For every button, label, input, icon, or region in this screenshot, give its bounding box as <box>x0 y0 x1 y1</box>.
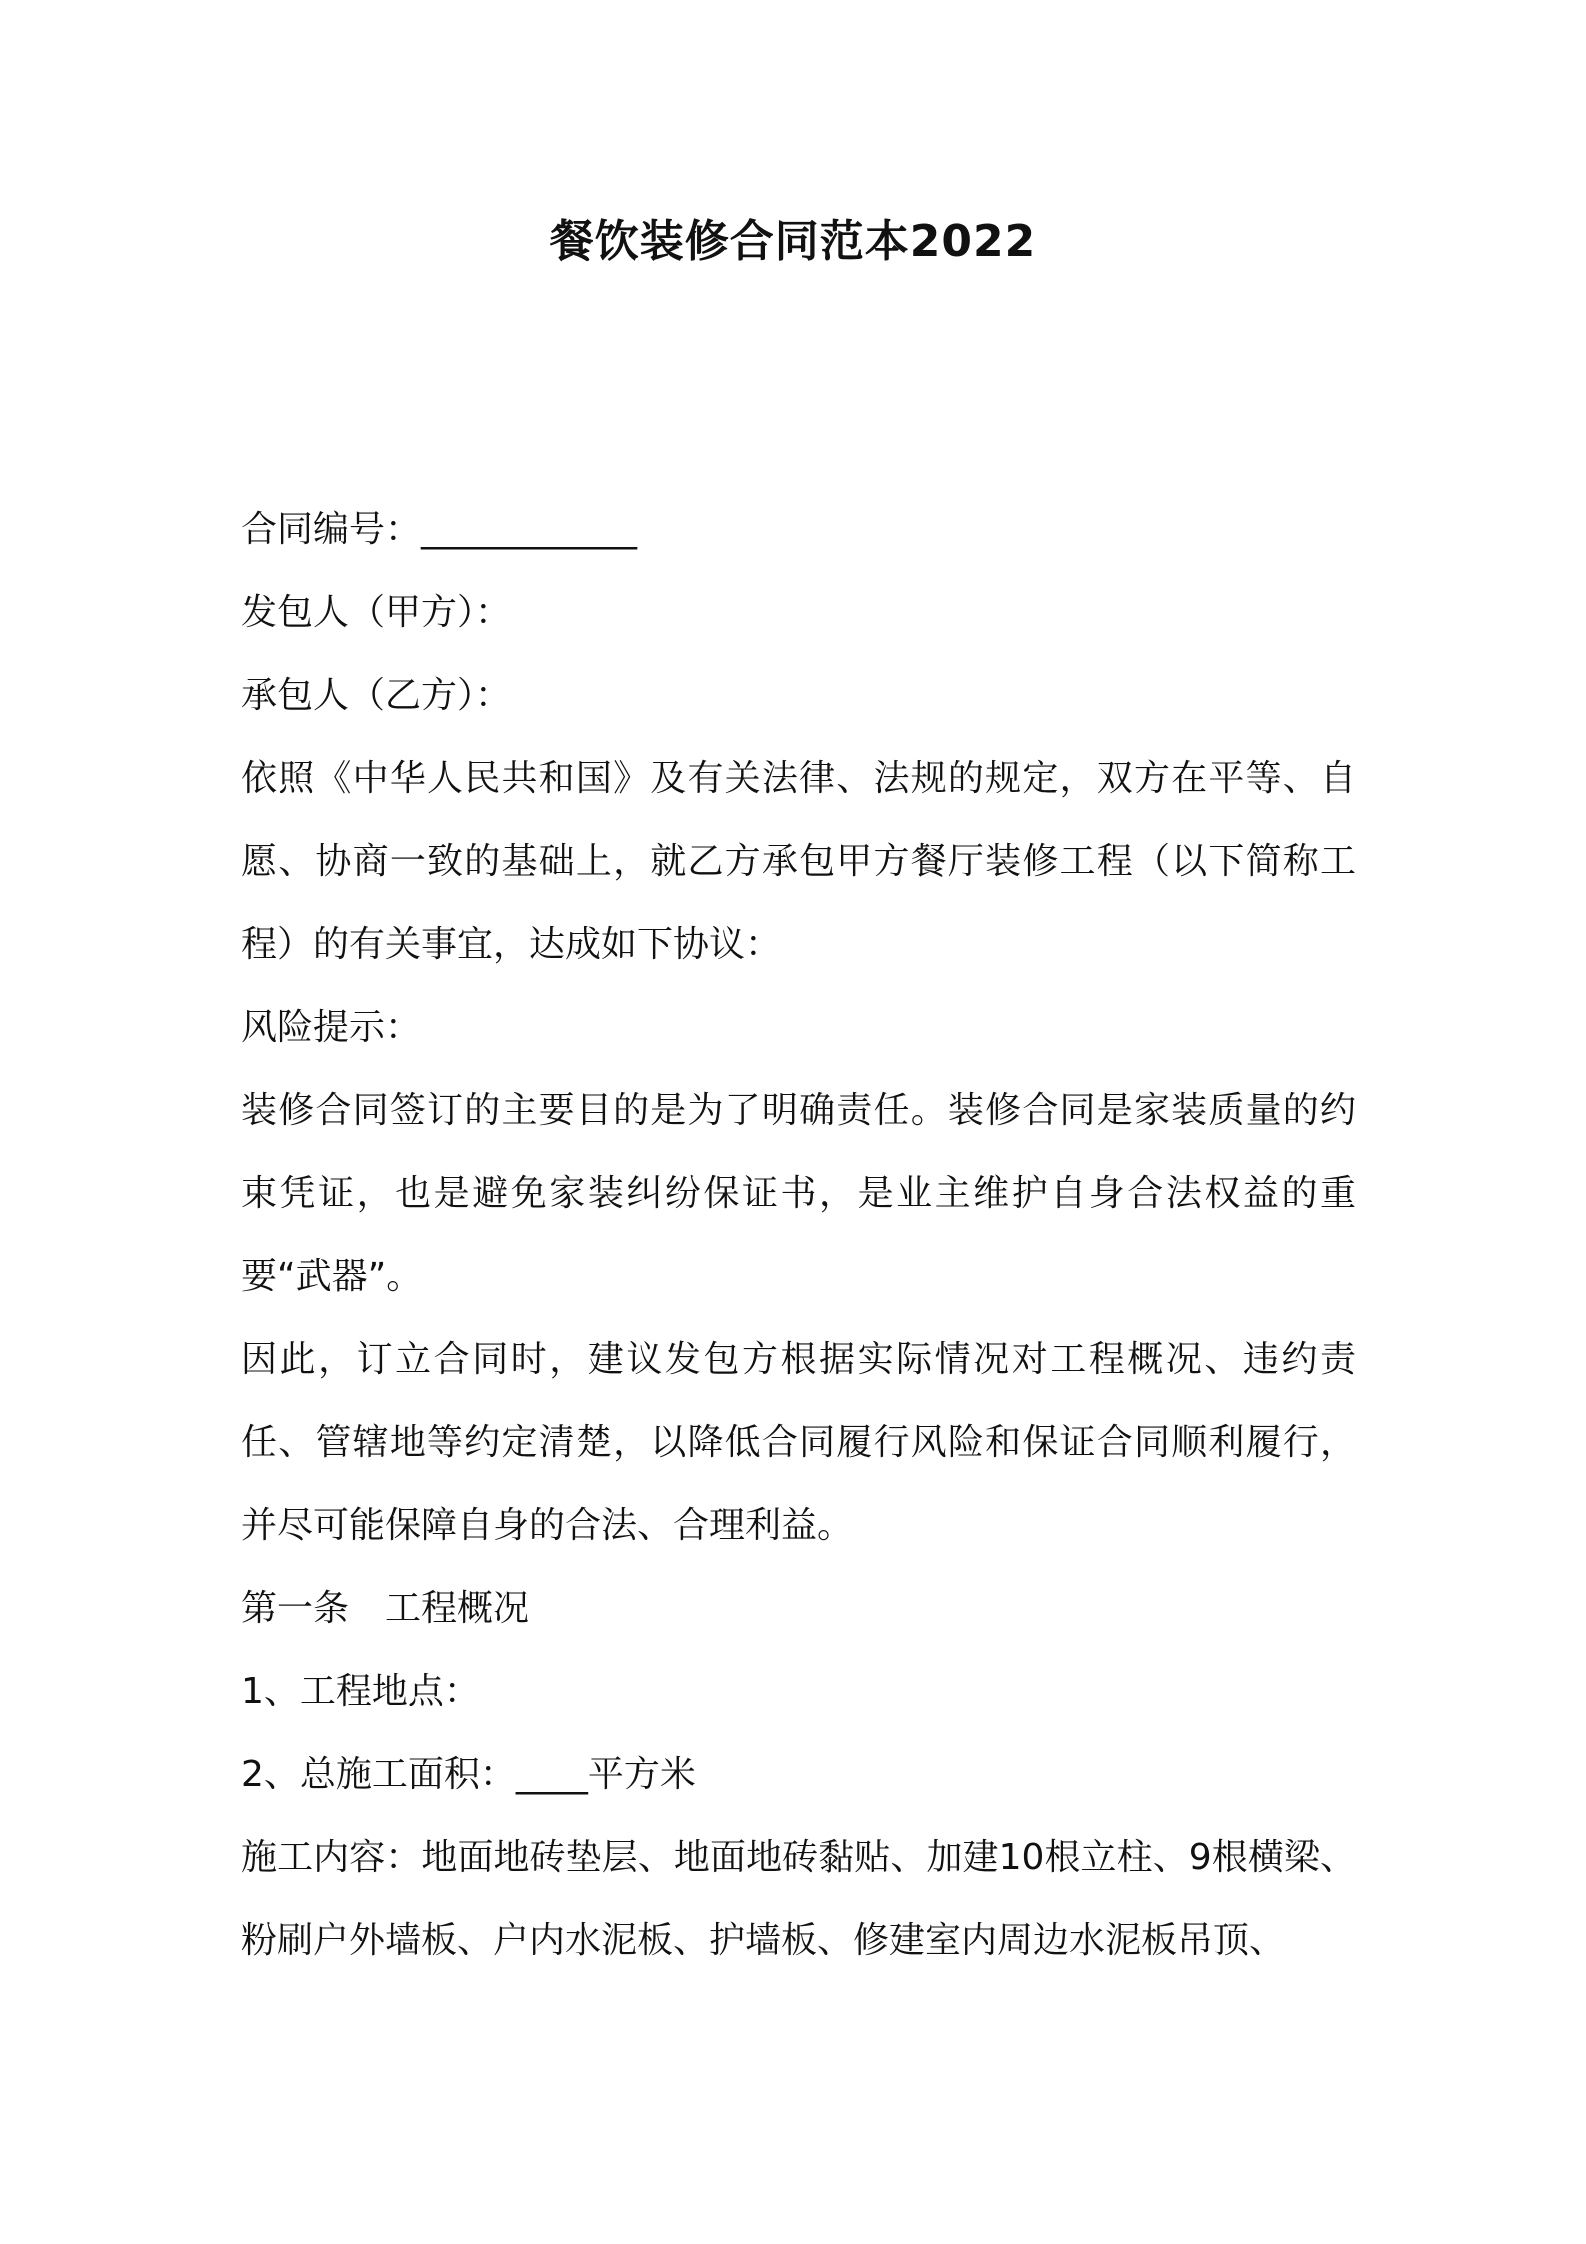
document-title: 餐饮装修合同范本2022 <box>549 216 1037 267</box>
risk-paragraph: 装修合同签订的主要目的是为了明确责任。装修合同是家装质量的约束凭证，也是避免家装纠纷保证书，是业主维护自身合法权益的重要“武器”。 <box>241 1090 1356 1297</box>
party-a-line: 发包人（甲方）： <box>241 592 512 633</box>
risk-heading: 风险提示： <box>241 1007 422 1048</box>
party-b-line: 承包人（乙方）： <box>241 675 512 716</box>
advice-paragraph: 因此，订立合同时，建议发包方根据实际情况对工程概况、违约责任、管辖地等约定清楚，以降低合同履行风险和保证合同顺利履行，并尽可能保障自身的合法、合理利益。 <box>241 1339 1356 1546</box>
item-1-location: 1、工程地点： <box>241 1671 480 1712</box>
item-2-area: 2、总施工面积：____平方米 <box>241 1754 696 1795</box>
article-1-heading: 第一条 工程概况 <box>241 1588 530 1629</box>
preamble-paragraph: 依照《中华人民共和国》及有关法律、法规的规定，双方在平等、自愿、协商一致的基础上，就乙方承包甲方餐厅装修工程（以下简称工程）的有关事宜，达成如下协议： <box>241 758 1356 965</box>
construction-content-paragraph: 施工内容：地面地砖垫层、地面地砖黏贴、加建10根立柱、9根横梁、粉刷户外墙板、户内水泥板、护墙板、修建室内周边水泥板吊顶、 <box>241 1837 1356 1961</box>
document-body <box>241 488 1356 1982</box>
contract-number-line: 合同编号：____________ <box>241 509 638 550</box>
